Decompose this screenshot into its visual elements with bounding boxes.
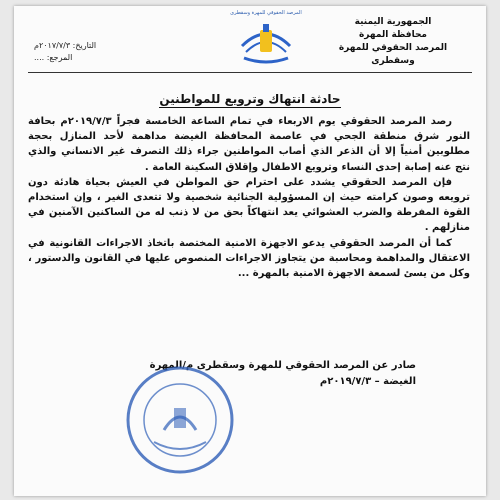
organization-logo-icon — [236, 16, 296, 66]
issuer-line: صادر عن المرصد الحقوقي للمهرة وسقطرى م/المهرة — [149, 360, 416, 371]
official-stamp-icon — [124, 364, 236, 476]
date-label: التاريخ: ٢٠١٧/٧/٣م — [34, 41, 97, 50]
org-country: الجمهورية اليمنية — [354, 17, 432, 27]
paragraph-1: رصد المرصد الحقوقي يوم الاربعاء في تمام الساعة الخامسة فجراً ٢٠١٩/٧/٣م بحافة النور شرق منطقة الجحي في عاصمة المحافظة الغيضة مداهمة لأحد المنازل بحجة مطلوبين أمنياً إلا أن الذعر الذي أصاب المواطنين جراء ذلك التصرف غير الانساني والذي نتج عنه إصابة إحدى النساء وترويع الاطفال وإقلاق السكينة العامة . — [28, 116, 470, 173]
letterhead-meta — [34, 40, 154, 64]
paragraph-2: فإن المرصد الحقوقي يشدد على احترام حق المواطن في العيش بحياة هادئة دون ترويعه وصون كرامته حيث إن المسؤولية الجنائية شخصية ولا تتعدى الغير ، وإن استخدام القوة المفرطة والضرب العشوائي يعد انتهاكاً بحق من لا ذنب له من الساكنين الآمنين في منازلهم . — [28, 176, 470, 234]
logo-caption: المرصد الحقوقي للمهرة وسقطرى — [230, 10, 302, 16]
header-divider — [28, 72, 472, 73]
document-title — [14, 92, 486, 106]
letterhead-org — [318, 16, 468, 68]
document-page — [14, 6, 486, 496]
place-date-line: الغيضة – ٢٠١٩/٧/٣م — [319, 376, 416, 387]
paragraph-3: كما أن المرصد الحقوقي يدعو الاجهزة الامنية المختصة باتخاذ الاجراءات القانونية في الاعتقال والمداهمة ومحاسبة من يتجاوز الاجراءات المنصوص عليها في القانون والدستور ، وكل من يسئ لسمعة الاجهزة الامنية بالمهرة ... — [28, 237, 470, 280]
document-title-text: حادثة انتهاك وترويع للمواطنين — [159, 92, 341, 106]
document-body — [28, 114, 470, 281]
org-name: المرصد الحقوقي للمهرة وسقطرى — [338, 43, 448, 66]
reference-label: المرجع: .... — [34, 53, 73, 62]
org-governorate: محافظة المهرة — [358, 30, 428, 40]
